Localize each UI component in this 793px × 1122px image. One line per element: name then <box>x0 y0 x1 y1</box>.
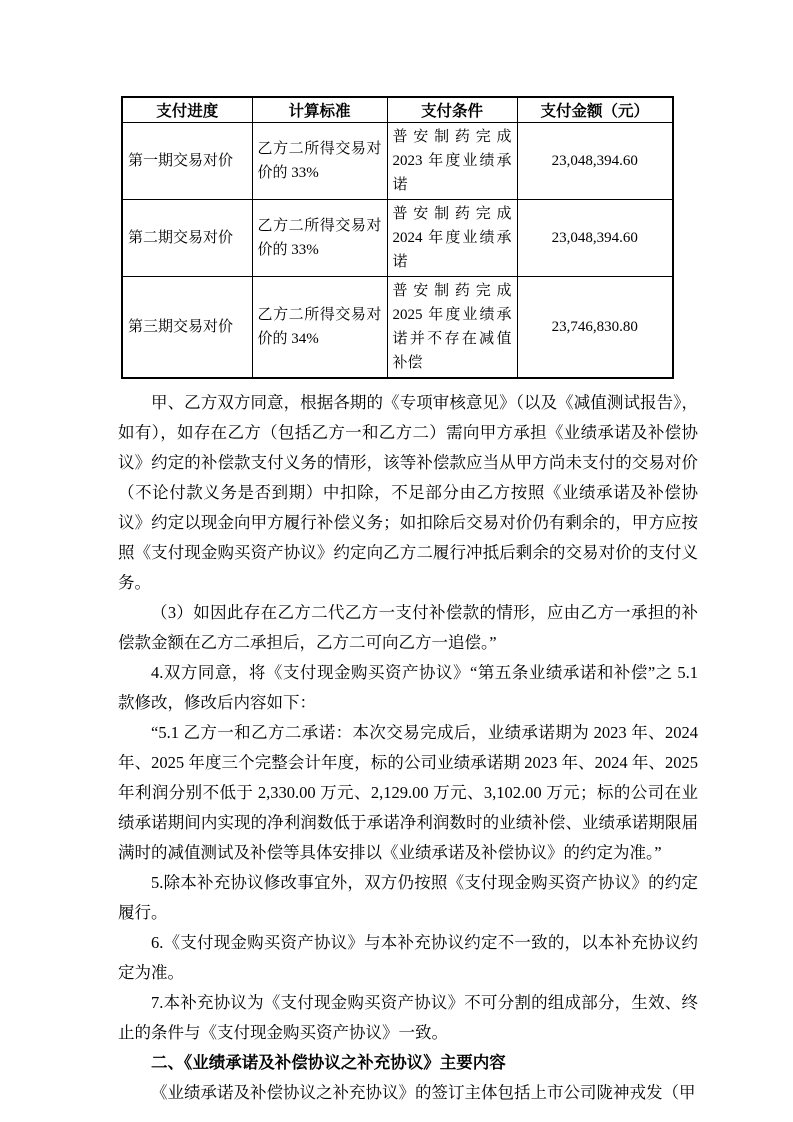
paragraph-signing-parties: 《业绩承诺及补偿协议之补充协议》的签订主体包括上市公司陇神戎发（甲 <box>151 1083 696 1102</box>
cell-payment-stage: 第一期交易对价 <box>122 123 252 200</box>
paragraph-item-6-precedence: 6.《支付现金购买资产协议》与本补充协议约定不一致的，以本补充协议约定为准。 <box>118 933 698 982</box>
section-heading: 二、《业绩承诺及补偿协议之补充协议》主要内容 <box>151 1053 506 1072</box>
table-row <box>122 277 673 379</box>
header-payment-condition: 支付条件 <box>387 97 517 123</box>
cell-payment-stage: 第三期交易对价 <box>122 277 252 379</box>
table-header-row <box>122 97 673 123</box>
cell-payment-stage: 第二期交易对价 <box>122 200 252 277</box>
cell-payment-amount: 23,746,830.80 <box>517 277 673 379</box>
cell-payment-condition: 普安制药完成 2023 年度业绩承诺 <box>387 123 517 200</box>
cell-payment-amount: 23,048,394.60 <box>517 123 673 200</box>
header-calculation-basis: 计算标准 <box>252 97 387 123</box>
paragraph-compensation-deduction: 甲、乙方双方同意，根据各期的《专项审核意见》（以及《减值测试报告》，如有），如存在乙方（包括乙方一和乙方二）需向甲方承担《业绩承诺及补偿协议》约定的补偿款支付义务的情形，该等补偿款应当从甲方尚未支付的交易对价（不论付款义务是否到期）中扣除，不足部分由乙方按照《业绩承诺及补偿协议》约定以现金向甲方履行补偿义务；如扣除后交易对价仍有剩余的，甲方应按照《支付现金购买资产协议》约定向乙方二履行冲抵后剩余的交易对价的支付义务。 <box>118 393 698 592</box>
header-payment-amount: 支付金额（元） <box>517 97 673 123</box>
cell-payment-condition: 普安制药完成 2024 年度业绩承诺 <box>387 200 517 277</box>
cell-calculation-basis: 乙方二所得交易对价的 33% <box>252 123 387 200</box>
cell-payment-amount: 23,048,394.60 <box>517 200 673 277</box>
header-payment-stage: 支付进度 <box>122 97 252 123</box>
table-row <box>122 123 673 200</box>
payment-schedule-table <box>121 96 674 379</box>
cell-calculation-basis: 乙方二所得交易对价的 33% <box>252 200 387 277</box>
cell-payment-condition: 普安制药完成 2025 年度业绩承诺并不存在减值补偿 <box>387 277 517 379</box>
paragraph-clause-5-1: “5.1 乙方一和乙方二承诺：本次交易完成后，业绩承诺期为 2023 年、2024 年、2025 年度三个完整会计年度，标的公司业绩承诺期 2023 年、2024 年、2025 年利润分别不低于 2,330.00 万元、2,129.00 万元、3,102.00 万元；标的公司在业绩承诺期间内实现的净利润数低于承诺净利润数时的业绩补偿、业绩承诺期限届满时的减值测试及补偿等具体安排以《业绩承诺及补偿协议》的约定为准。” <box>118 723 698 862</box>
paragraph-item-5-performance: 5.除本补充协议修改事宜外，双方仍按照《支付现金购买资产协议》的约定履行。 <box>118 873 698 922</box>
table-row <box>122 200 673 277</box>
paragraph-item-4-amendment: 4.双方同意，将《支付现金购买资产协议》“第五条业绩承诺和补偿”之 5.1 款修改，修改后内容如下： <box>118 663 698 712</box>
document-content <box>118 96 698 1108</box>
body-text <box>118 388 698 1108</box>
paragraph-item-7-effectiveness: 7.本补充协议为《支付现金购买资产协议》不可分割的组成部分，生效、终止的条件与《支付现金购买资产协议》一致。 <box>118 993 698 1042</box>
paragraph-item-3-recourse: （3）如因此存在乙方二代乙方一支付补偿款的情形，应由乙方一承担的补偿款金额在乙方二承担后，乙方二可向乙方一追偿。” <box>118 603 698 652</box>
cell-calculation-basis: 乙方二所得交易对价的 34% <box>252 277 387 379</box>
